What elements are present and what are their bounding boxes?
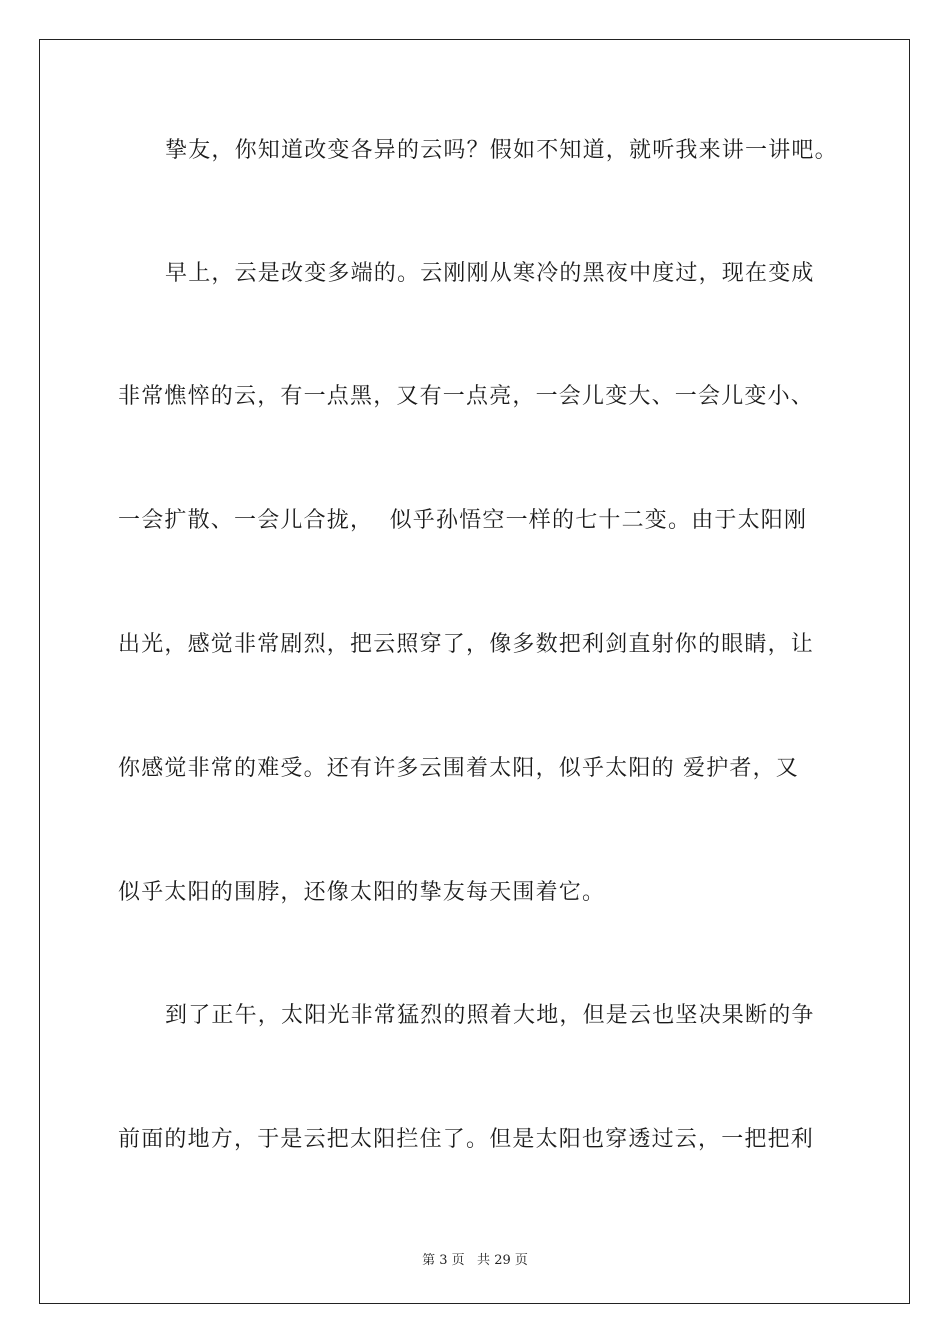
paragraph-2-line-3: 一会扩散、一会儿合拢， 似乎孙悟空一样的七十二变。由于太阳刚 bbox=[118, 508, 808, 533]
paragraph-2-line-1: 早上，云是改变多端的。云刚刚从寒冷的黑夜中度过，现在变成 bbox=[165, 261, 815, 286]
page-border bbox=[39, 39, 910, 1304]
paragraph-2-line-2: 非常憔悴的云，有一点黑，又有一点亮，一会儿变大、一会儿变小、 bbox=[118, 384, 815, 409]
paragraph-3-line-1: 到了正午，太阳光非常猛烈的照着大地，但是云也坚决果断的争 bbox=[165, 1003, 815, 1028]
paragraph-1-line-1: 挚友，你知道改变各异的云吗？假如不知道，就听我来讲一讲吧。 bbox=[165, 138, 838, 163]
paragraph-2-line-6: 似乎太阳的围脖，还像太阳的挚友每天围着它。 bbox=[118, 880, 606, 905]
paragraph-2-line-5: 你感觉非常的难受。还有许多云围着太阳，似乎太阳的 爱护者，又 bbox=[118, 756, 799, 781]
paragraph-2-line-4: 出光，感觉非常剧烈，把云照穿了，像多数把利剑直射你的眼睛，让 bbox=[118, 632, 815, 657]
paragraph-3-line-2: 前面的地方，于是云把太阳拦住了。但是太阳也穿透过云，一把把利 bbox=[118, 1127, 815, 1152]
page-number-footer: 第 3 页 共 29 页 bbox=[422, 1253, 528, 1268]
